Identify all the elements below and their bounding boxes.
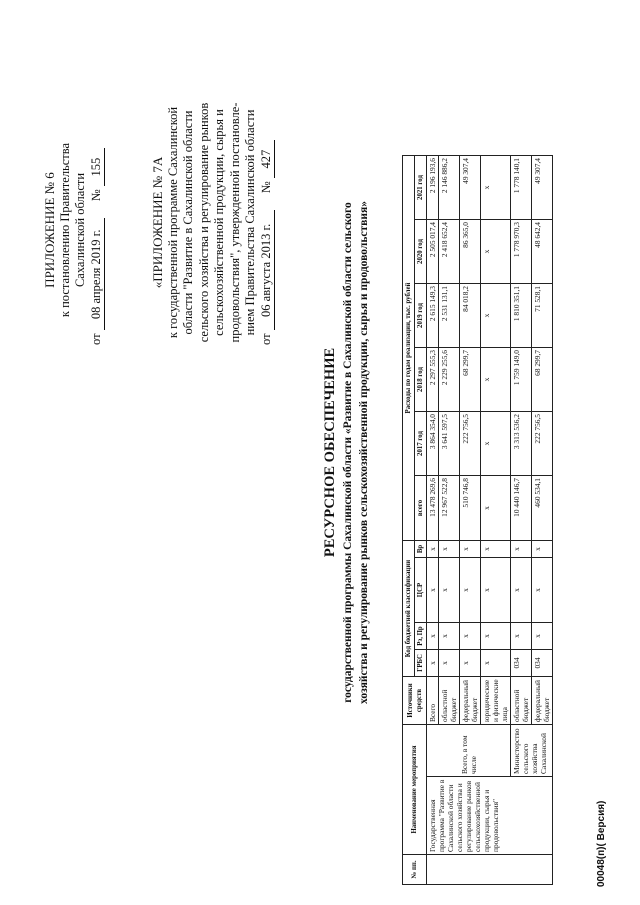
appendix-6-title: ПРИЛОЖЕНИЕ № 6 <box>42 172 57 288</box>
table-row <box>511 156 532 885</box>
total-cell: x <box>481 476 511 541</box>
table-row <box>427 156 439 885</box>
year-cell: 222 756,5 <box>532 412 553 476</box>
source-cell: федеральный бюджет <box>532 677 553 725</box>
col-year-header: 2018 год <box>415 348 427 412</box>
year-cell: 2 229 255,6 <box>439 348 460 412</box>
document-version-footer: 00048(п)( Версия) <box>596 800 607 887</box>
col-year-header: 2020 год <box>415 220 427 284</box>
source-cell: юридические и физические лица <box>481 677 511 725</box>
csr-cell: x <box>460 558 481 623</box>
appendix-7a-line6: нием Правительства Сахалинской области <box>243 109 257 336</box>
grbs-cell: x <box>481 650 511 677</box>
year-cell: 86 365,0 <box>460 220 481 284</box>
vr-cell: x <box>532 541 553 558</box>
appendix-7a-line3: сельского хозяйства и регулирование рынков <box>196 102 211 343</box>
year-cell: 68 299,7 <box>532 348 553 412</box>
year-cell: x <box>481 284 511 348</box>
year-cell: 71 528,1 <box>532 284 553 348</box>
csr-cell: x <box>439 558 460 623</box>
appendix-7a-title: «ПРИЛОЖЕНИЕ № 7А <box>150 156 165 289</box>
year-cell: 49 307,4 <box>460 156 481 220</box>
resource-table <box>402 155 553 885</box>
appendix-6-date: 08 апреля 2019 г. <box>89 218 106 330</box>
total-cell: 13 478 269,6 <box>427 476 439 541</box>
csr-cell: x <box>532 558 553 623</box>
year-cell: 3 641 597,5 <box>439 412 460 476</box>
col-code-header: Код бюджетной классификации <box>403 541 415 677</box>
appendix-7a-line2: области "Развитие в Сахалинской области <box>181 110 195 335</box>
source-cell: федеральный бюджет <box>460 677 481 725</box>
col-source-header: Источники средств <box>403 677 427 725</box>
csr-cell: x <box>427 558 439 623</box>
year-cell: 1 810 351,1 <box>511 284 532 348</box>
col-rzpr-header: Рз, Пр <box>415 623 427 650</box>
appendix-6-number: 155 <box>89 148 106 186</box>
csr-cell: x <box>511 558 532 623</box>
total-cell: 460 534,1 <box>532 476 553 541</box>
total-cell: 510 746,8 <box>460 476 481 541</box>
source-cell: областной бюджет <box>439 677 460 725</box>
appendix-6-block <box>42 115 105 345</box>
appendix-6-line1: к постановлению Правительства <box>57 142 72 318</box>
col-csr-header: ЦСР <box>415 558 427 623</box>
appendix-7a-line5: продовольствия", утвержденной постановле- <box>227 102 242 343</box>
csr-cell: x <box>481 558 511 623</box>
appendix-7a-date: 06 августа 2013 г. <box>259 210 276 330</box>
grbs-cell: 034 <box>532 650 553 677</box>
rzpr-cell: x <box>460 623 481 650</box>
appendix-6-date-row: от 08 апреля 2019 г. № 155 <box>89 115 106 345</box>
col-grbs-header: ГРБС <box>415 650 427 677</box>
col-year-header: 2021 год <box>415 156 427 220</box>
rzpr-cell: x <box>427 623 439 650</box>
appendix-7a-line4: сельскохозяйственной продукции, сырья и <box>212 109 226 336</box>
doc-title: РЕСУРСНОЕ ОБЕСПЕЧЕНИЕ <box>322 347 338 558</box>
appendix-7a-block <box>150 100 275 345</box>
col-num-header: № пп. <box>403 855 427 885</box>
year-cell: x <box>481 412 511 476</box>
year-cell: x <box>481 156 511 220</box>
year-cell: 2 531 131,1 <box>439 284 460 348</box>
vr-cell: x <box>511 541 532 558</box>
grbs-cell: x <box>460 650 481 677</box>
vr-cell: x <box>439 541 460 558</box>
appendix-6-line2: Сахалинской области <box>73 172 87 288</box>
rzpr-cell: x <box>481 623 511 650</box>
source-cell: Всего <box>427 677 439 725</box>
total-cell: 10 440 146,7 <box>511 476 532 541</box>
col-vr-header: Вр <box>415 541 427 558</box>
doc-subtitle-line2: хозяйства и регулирование рынков сельскохозяйственной продукции, сырья и продовольствия» <box>358 201 370 704</box>
year-cell: 2 146 886,2 <box>439 156 460 220</box>
doc-subtitle-line1: государственной программы Сахалинской области «Развитие в Сахалинской области сельского <box>342 202 354 703</box>
col-name-header: Наименование мероприятия <box>403 725 427 855</box>
col-year-header: 2017 год <box>415 412 427 476</box>
appendix-7a-number: 427 <box>259 140 276 178</box>
year-cell: 1 759 149,0 <box>511 348 532 412</box>
source-cell: областной бюджет <box>511 677 532 725</box>
year-cell: 1 778 140,1 <box>511 156 532 220</box>
rzpr-cell: x <box>511 623 532 650</box>
year-cell: 84 018,2 <box>460 284 481 348</box>
year-cell: 3 313 536,2 <box>511 412 532 476</box>
vr-cell: x <box>460 541 481 558</box>
year-cell: 48 642,4 <box>532 220 553 284</box>
row-num-cell <box>427 855 553 885</box>
year-cell: 2 418 652,4 <box>439 220 460 284</box>
year-cell: 49 307,4 <box>532 156 553 220</box>
vr-cell: x <box>427 541 439 558</box>
rzpr-cell: x <box>439 623 460 650</box>
year-cell: 2 615 149,3 <box>427 284 439 348</box>
total-cell: 12 967 522,8 <box>439 476 460 541</box>
year-cell: 222 756,5 <box>460 412 481 476</box>
grbs-cell: x <box>439 650 460 677</box>
col-expenses-header: Расходы по годам реализации, тыс. рублей <box>403 156 415 541</box>
rzpr-cell: x <box>532 623 553 650</box>
program-name-cell: Государственная программа "Развитие в Сахалинской области сельского хозяйства и регулирование рынков сельскохозяйственной продукции, сырья и продовольствия" <box>427 777 553 855</box>
year-cell: 1 778 970,3 <box>511 220 532 284</box>
group-ministry-cell: Министерство сельского хозяйства Сахалинской <box>511 725 553 777</box>
group-all-cell: Всего, в том числе <box>427 725 511 777</box>
year-cell: x <box>481 220 511 284</box>
col-total-header: всего <box>415 476 427 541</box>
year-cell: x <box>481 348 511 412</box>
year-cell: 2 196 193,6 <box>427 156 439 220</box>
grbs-cell: 034 <box>511 650 532 677</box>
appendix-7a-date-row: от 06 августа 2013 г. № 427 <box>259 100 276 345</box>
grbs-cell: x <box>427 650 439 677</box>
appendix-7a-line1: к государственной программе Сахалинской <box>165 106 180 339</box>
year-cell: 3 864 354,0 <box>427 412 439 476</box>
year-cell: 2 297 555,3 <box>427 348 439 412</box>
col-year-header: 2019 год <box>415 284 427 348</box>
year-cell: 2 505 017,4 <box>427 220 439 284</box>
vr-cell: x <box>481 541 511 558</box>
year-cell: 68 299,7 <box>460 348 481 412</box>
